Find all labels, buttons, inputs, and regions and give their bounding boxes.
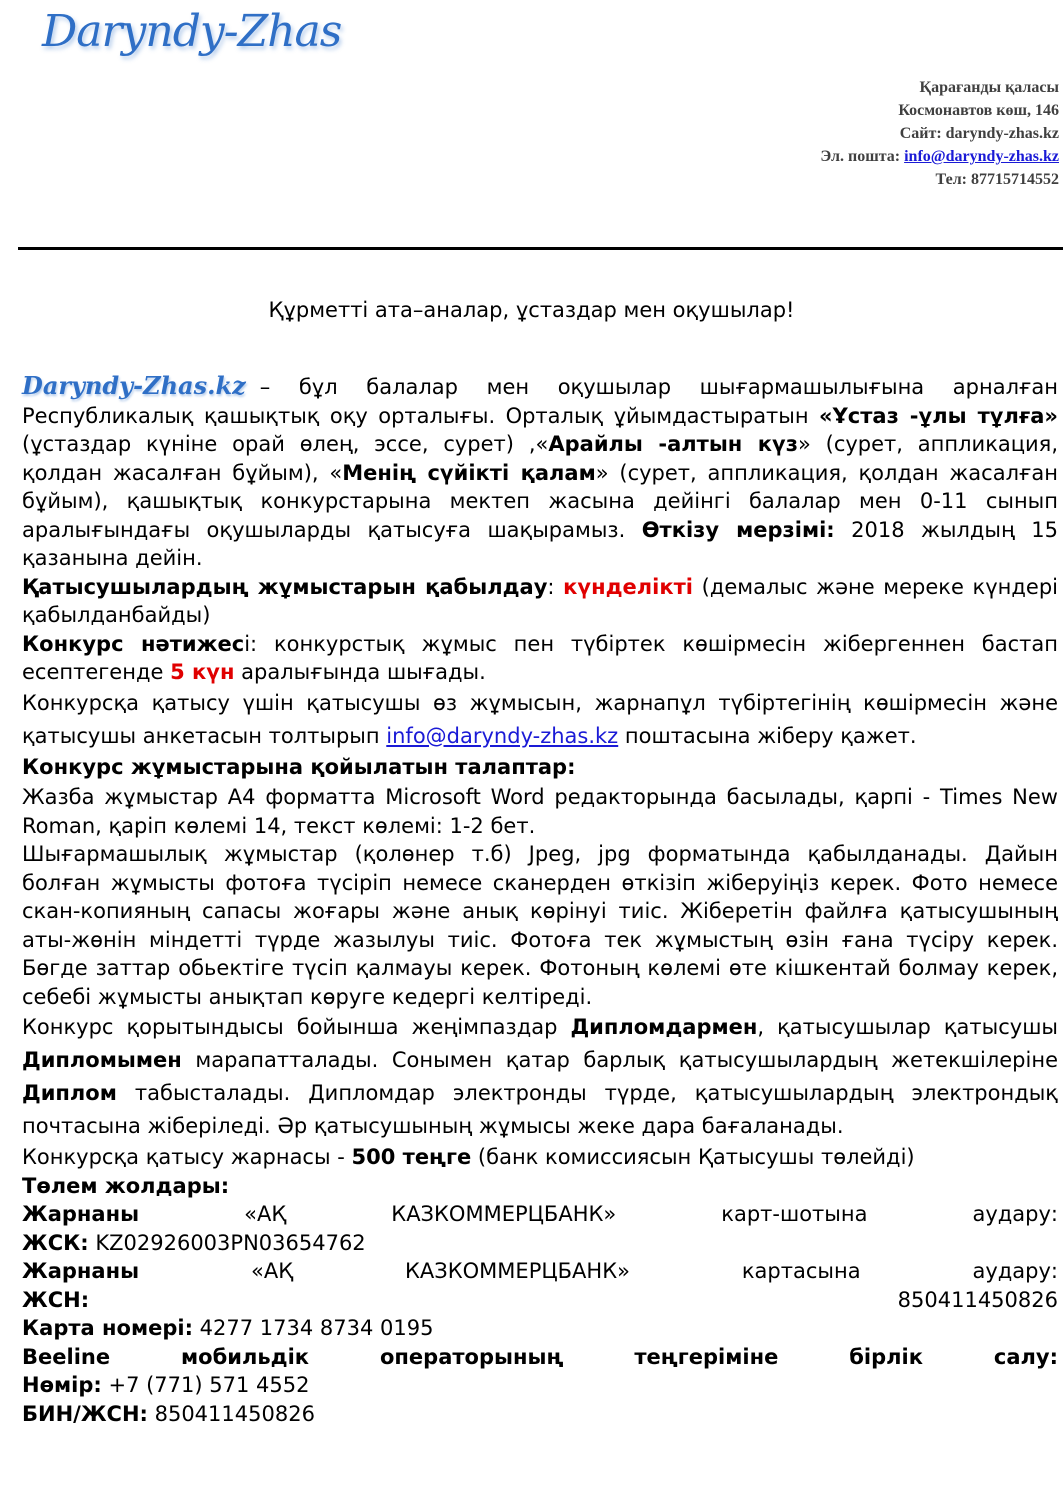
awards-text: табысталады. Дипломдар электронды түрде, қатысушылардың электрондық почтасына жіберіледі. Әр қатысушының жұмысы жеке дара бағаланады.: [22, 1081, 1058, 1138]
jsk-value: KZ02926003PN03654762: [88, 1230, 366, 1255]
payment-bin: [22, 1400, 1058, 1429]
payment-line-card: [22, 1257, 1058, 1286]
contact-email-line: [820, 145, 1059, 168]
card-value: 4277 1734 8734 0195: [193, 1316, 434, 1340]
fee-amount: 500 теңге: [351, 1145, 472, 1169]
card-label: Карта номері:: [22, 1316, 193, 1340]
payment-label: Жарнаны: [22, 1259, 140, 1283]
greeting-title: Құрметті ата–аналар, ұстаздар мен оқушылар!: [268, 298, 795, 322]
awards-paragraph: [22, 1011, 1058, 1143]
jsn-value: 850411450826: [897, 1287, 1058, 1312]
jsk-label: ЖСК:: [22, 1230, 89, 1255]
phone-value: +7 (771) 571 4552: [101, 1373, 310, 1397]
contest-name-3: Менің сүйікті қалам: [342, 460, 596, 485]
company-logo: Daryndy-Zhas: [42, 6, 342, 57]
payment-phone: [22, 1371, 1058, 1400]
header-divider: [18, 247, 1063, 250]
acceptance-note: (демалыс және мереке күндері қабылданбайды): [22, 574, 1058, 627]
contact-block: [820, 76, 1059, 191]
requirements-creative: Шығармашылық жұмыстар (қолөнер т.б) Jpeg, jpg форматында қабылданады. Дайын болған жұмысты фотоға түсіріп немесе сканерден өткізіп жіберуіңіз керек. Фото немесе скан-копияның сапасы жоғары және анық көрінуі тиіс. Жіберетін файлға қатысушының аты-жөнін міндетті түрде жазылуы тиіс. Фотоға тек жұмыстың өзін ғана түсіру керек. Бөгде заттар обьектіге түсіп қалмауы керек. Фотоның көлемі өте кішкентай болмау керек, себебі жұмысты анықтап көруге кедергі келтіреді.: [22, 842, 1058, 1009]
separator: :: [547, 574, 564, 599]
bin-label: БИН/ЖСН:: [22, 1401, 148, 1426]
results-days: 5 күн: [170, 660, 235, 684]
results-paragraph: [22, 630, 1058, 687]
fee-paragraph: [22, 1143, 1058, 1172]
acceptance-label: Қатысушылардың жұмыстарын қабылдау: [22, 574, 548, 599]
beeline-label: Beeline мобильдік операторының теңгеріміне бірлік салу:: [22, 1344, 1058, 1369]
fee-note: (банк комиссиясын Қатысушы төлейді): [471, 1145, 915, 1169]
intro-text: » (сурет, аппликация, қолдан жасалған бұйым), қашықтық конкурстарына мектеп жасына дейінгі балалар мен 0-11 сынып аралығындағы оқушыларды қатысуға шақырамыз.: [22, 460, 1058, 542]
phone-label: Нөмір:: [22, 1373, 102, 1397]
contact-site: Сайт: daryndy-zhas.kz: [899, 125, 1059, 142]
results-text: аралығында шығады.: [234, 660, 486, 684]
contact-email-link[interactable]: info@daryndy-zhas.kz: [904, 148, 1059, 165]
submit-paragraph: [22, 687, 1058, 753]
jsn-label: ЖСН:: [22, 1287, 90, 1312]
submit-text: поштасына жіберу қажет.: [618, 723, 917, 748]
awards-text: марапатталады. Сонымен қатар барлық қатысушылардың жетекшілеріне: [181, 1048, 1058, 1072]
requirements-text: Жазба жұмыстар А4 форматта Microsoft Word редакторында басылады, қарпі - Times New Roman, қаріп көлемі 14, текст көлемі: 1-2 бет.: [22, 785, 1058, 838]
inline-logo: Daryndy-Zhas.kz: [22, 371, 246, 400]
requirements-heading: Конкурс жұмыстарына қойылатын талаптар:: [22, 754, 576, 779]
payment-jsk: [22, 1229, 1058, 1258]
award-diploma-participant: Дипломымен: [22, 1048, 182, 1072]
document-body: [22, 372, 1058, 1428]
fee-text: Конкурсқа қатысу жарнасы -: [22, 1145, 352, 1169]
requirements-title: [22, 753, 1058, 782]
intro-text: » (сурет, аппликация, қолдан жасалған бұйым), «: [22, 432, 1058, 485]
contact-address: Космонавтов көш, 146: [898, 102, 1059, 119]
payment-text: «АҚ КАЗКОММЕРЦБАНК» карт-шотына аудару:: [139, 1202, 1058, 1226]
payment-jsn: [22, 1286, 1058, 1315]
payment-line-account: [22, 1200, 1058, 1229]
award-diplomas: Дипломдармен: [570, 1015, 758, 1039]
bin-value: 850411450826: [147, 1401, 315, 1426]
intro-paragraph: [22, 372, 1058, 573]
deadline-value: 2018 жылдың 15 қазанына дейін.: [22, 517, 1058, 570]
intro-text: – бұл балалар мен оқушылар шығармашылығына арналған Республикалық қашықтық оқу орталығы. Орталық ұйымдастыратын: [22, 375, 1058, 428]
submit-text: Конкурсқа қатысу үшін қатысушы өз жұмысын, жарнапұл түбіртегінің көшірмесін және қатысушы анкетасын толтырып: [22, 690, 1058, 748]
contest-name-2: Арайлы -алтын күз: [548, 432, 798, 456]
payment-title: [22, 1172, 1058, 1201]
payment-heading: Төлем жолдары:: [22, 1173, 230, 1198]
contact-phone: Тел: 87715714552: [935, 171, 1059, 188]
results-text: і: конкурстық жұмыс пен түбіртек көшірмесін жібергеннен бастап есептегенде: [22, 631, 1058, 684]
results-label: Конкурс нәтижес: [22, 631, 245, 656]
awards-text: Конкурс қорытындысы бойынша жеңімпаздар: [22, 1015, 571, 1039]
award-diploma-leader: Диплом: [22, 1081, 117, 1105]
payment-beeline: [22, 1343, 1058, 1372]
intro-text: (ұстаздар күніне орай өлең, эссе, сурет) ,«: [22, 432, 549, 456]
payment-label: Жарнаны: [22, 1202, 140, 1226]
payment-card-number: [22, 1314, 1058, 1343]
acceptance-value: күнделікті: [563, 574, 693, 599]
contact-email-label: Эл. пошта:: [820, 148, 905, 165]
contest-name-1: «Ұстаз -ұлы тұлға»: [819, 403, 1058, 428]
deadline-label: Өткізу мерзімі:: [641, 517, 835, 542]
acceptance-paragraph: [22, 573, 1058, 630]
payment-text: «АҚ КАЗКОММЕРЦБАНК» картасына аудару:: [139, 1259, 1058, 1283]
contact-city: Қарағанды қаласы: [919, 79, 1059, 96]
awards-text: , қатысушылар қатысушы: [757, 1015, 1059, 1039]
submit-email-link[interactable]: info@daryndy-zhas.kz: [386, 723, 619, 748]
